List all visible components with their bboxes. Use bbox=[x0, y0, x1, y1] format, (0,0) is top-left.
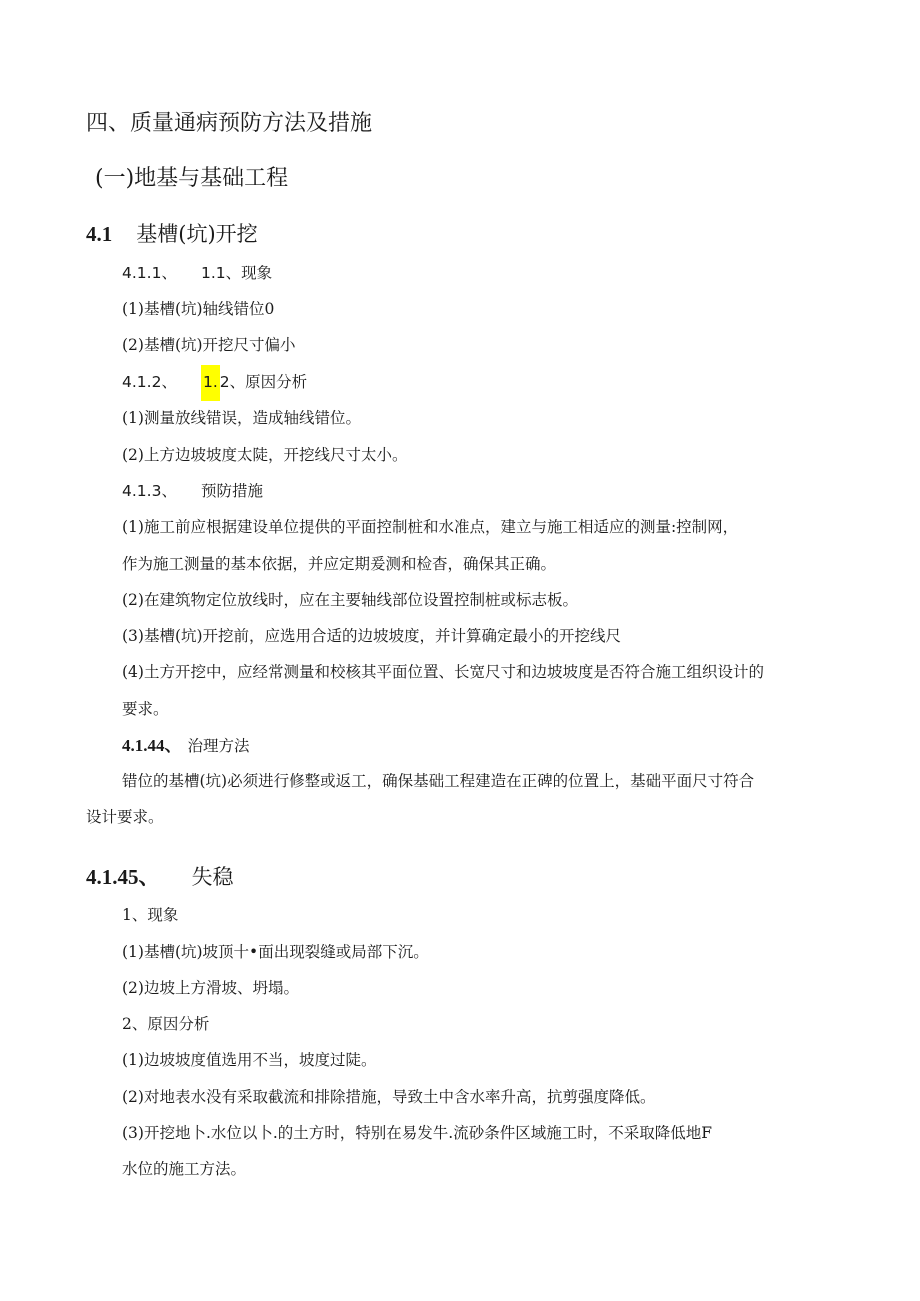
list-item: (2)在建筑物定位放线时，应在主要轴线部位设置控制桩或标志板。 bbox=[122, 591, 578, 609]
list-item: (1)基槽(坑)坡顶十•面出现裂缝或局部下沉。 bbox=[122, 943, 429, 961]
list-item: (1)测量放线错误，造成轴线错位。 bbox=[122, 409, 361, 427]
list-item: (2)对地表水没有采取截流和排除措施，导致土中含水率升高，抗剪强度降低。 bbox=[122, 1088, 656, 1106]
list-item: (1)边坡坡度值选用不当，坡度过陡。 bbox=[122, 1051, 377, 1069]
clause-4-1-3 bbox=[122, 484, 263, 500]
clause-number: 4.1.2、 bbox=[122, 373, 177, 391]
clause-label: 1.1、现象 bbox=[200, 264, 273, 282]
clause-label: 2、原因分析 bbox=[219, 373, 308, 391]
list-item: (3)开挖地卜.水位以卜.的土方时，特别在易发牛.流砂条件区域施工时，不采取降低地F bbox=[122, 1124, 712, 1142]
paragraph: 错位的基槽(坑)必须进行修整或返工，确保基础工程建造在正碑的位置上，基础平面尺寸符合 bbox=[122, 772, 755, 790]
list-item-continuation: 作为施工测量的基本依据，并应定期爰测和检杳，确保其正确。 bbox=[122, 555, 557, 573]
list-item: (4)土方开挖中，应经常测量和校核其平面位置、长宽尺寸和边坡坡度是否符合施工组织设计的 bbox=[122, 663, 764, 681]
list-item-continuation: 要求。 bbox=[122, 700, 169, 718]
clause-4-1-44 bbox=[122, 737, 250, 755]
list-item: (2)上方边坡坡度太陡，开挖线尺寸太小。 bbox=[122, 446, 408, 464]
heading-title: 失稳 bbox=[191, 865, 234, 889]
list-heading: 1、现象 bbox=[122, 906, 179, 924]
clause-number: 4.1.3、 bbox=[122, 482, 177, 500]
list-item: (1)基槽(坑)轴线错位0 bbox=[122, 300, 275, 318]
heading-number: 4.1 bbox=[86, 222, 113, 246]
paragraph-continuation: 设计要求。 bbox=[86, 808, 164, 826]
section-title: 四、质量通病预防方法及措施 bbox=[86, 111, 373, 136]
clause-4-1-2 bbox=[122, 375, 307, 391]
clause-number: 4.1.1、 bbox=[122, 264, 177, 282]
heading-4-1 bbox=[86, 224, 258, 245]
list-item: (3)基槽(坑)开挖前，应选用合适的边坡坡度，并计算确定最小的开挖线尺 bbox=[122, 627, 622, 645]
heading-title: 基槽(坑)开挖 bbox=[136, 222, 258, 246]
list-item: (1)施工前应根据建设单位提供的平面控制桩和水准点，建立与施工相适应的测量:控制网， bbox=[122, 518, 739, 536]
clause-label: 治理方法 bbox=[187, 737, 250, 755]
list-heading: 2、原因分析 bbox=[122, 1015, 210, 1033]
subsection-title: (一)地基与基础工程 bbox=[95, 166, 289, 191]
list-item: (2)边坡上方滑坡、坍塌。 bbox=[122, 979, 299, 997]
heading-number: 4.1.45、 bbox=[86, 865, 160, 889]
list-item-continuation: 水位的施工方法。 bbox=[122, 1160, 247, 1178]
clause-number: 4.1.44、 bbox=[122, 736, 182, 755]
clause-label: 预防措施 bbox=[200, 482, 263, 500]
heading-4-1-45 bbox=[86, 867, 234, 888]
highlighted-text: 1. bbox=[201, 365, 220, 401]
clause-4-1-1 bbox=[122, 266, 272, 282]
list-item: (2)基槽(坑)开挖尺寸偏小 bbox=[122, 336, 296, 354]
